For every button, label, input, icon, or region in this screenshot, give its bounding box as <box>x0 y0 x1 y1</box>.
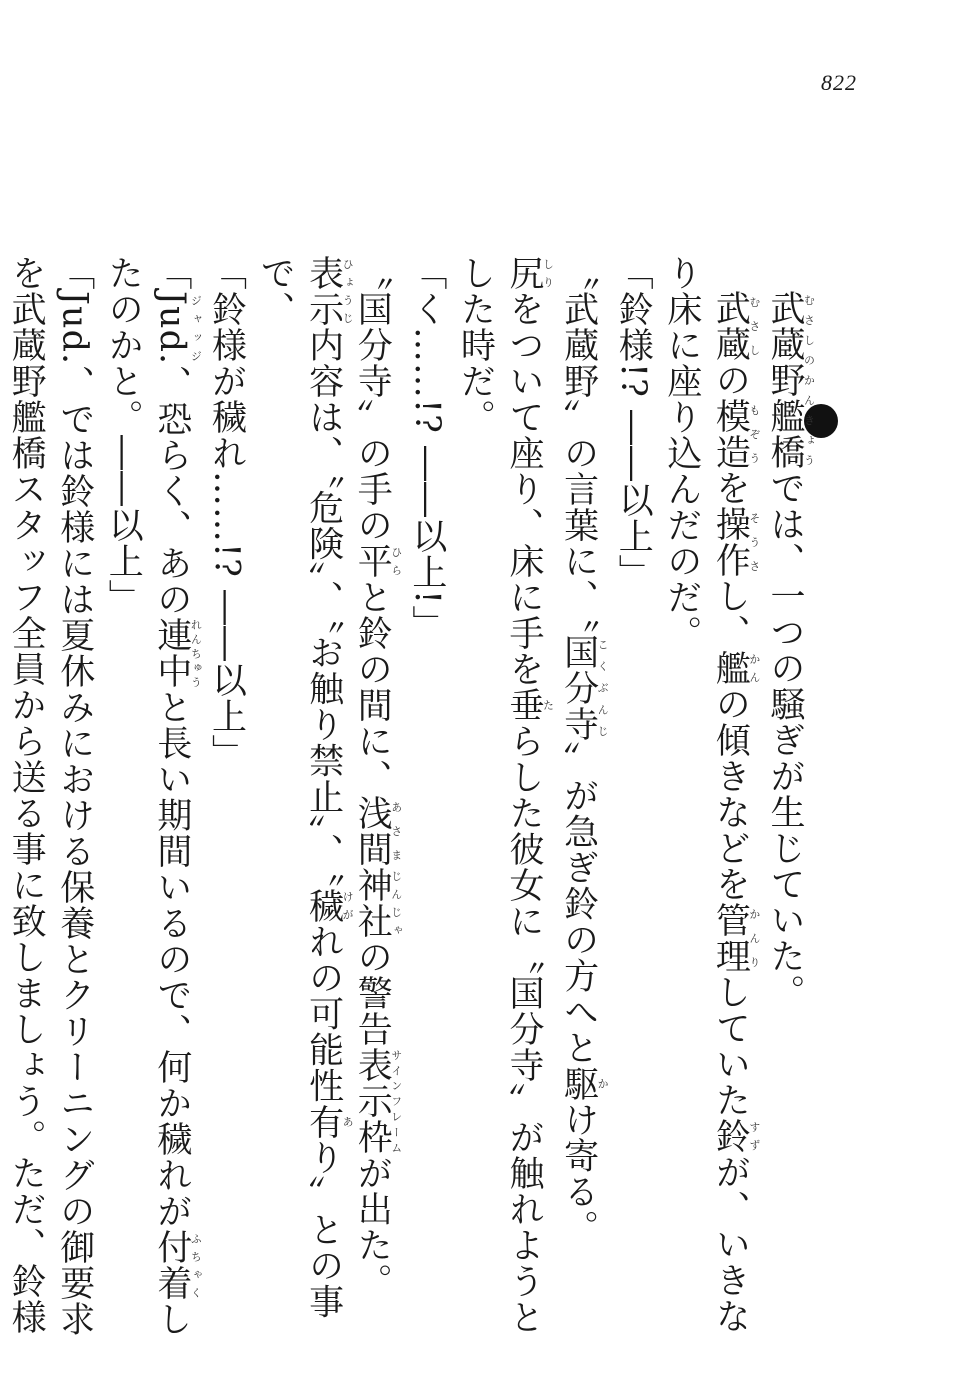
text-run: け寄る。 <box>558 1101 599 1246</box>
text-run: 〟が急ぎ鈴の方へと <box>558 741 599 1066</box>
page-number: 822 <box>821 70 857 95</box>
ruby-annotated-word <box>352 543 403 579</box>
ruby-reading: こくぶんじ <box>596 633 610 742</box>
ruby-annotated-word <box>765 290 816 470</box>
paragraph <box>609 255 658 1340</box>
text-run: 「 <box>151 255 192 291</box>
paragraph <box>657 255 760 1340</box>
ruby-annotated-word <box>558 633 610 742</box>
paragraph <box>451 255 554 1340</box>
text-run: では、一つの騒ぎが生じていた。 <box>765 470 805 1010</box>
ruby-annotated-word <box>151 291 203 366</box>
ruby-base: 連中 <box>151 617 192 690</box>
text-run: と鈴の間に、 <box>352 579 393 795</box>
ruby-annotated-word <box>303 887 355 924</box>
text-run: 「Jud.、では鈴様には夏休みにおける保養とクリーニングの御要求を武蔵野艦橋スタッフ全員から送る事に致しましょう。ただ、鈴様 <box>6 255 95 1338</box>
ruby-reading: か <box>596 1065 610 1102</box>
text-run: 「鈴様が穢れ……!? ――以上」 <box>206 255 247 770</box>
text-run: をついて座り、床に手を <box>504 291 545 687</box>
vertical-text-body <box>0 255 815 1340</box>
ruby-base: 垂 <box>504 687 545 723</box>
paragraph <box>202 255 251 1340</box>
ruby-reading: ひら <box>389 543 403 579</box>
paragraph <box>402 255 451 1340</box>
text-run: したのかと。――以上」 <box>103 255 192 1338</box>
ruby-reading: ひょうじ <box>341 255 355 327</box>
text-run: の <box>710 362 751 398</box>
ruby-reading: そうさ <box>747 506 761 578</box>
ruby-reading: れんちゅう <box>189 617 203 690</box>
paragraph <box>760 255 815 1340</box>
text-run: が、いきなり床に座り込んだのだ。 <box>661 255 751 1334</box>
ruby-base: 国分寺 <box>558 633 599 742</box>
ruby-base: 操作 <box>710 506 751 578</box>
text-run: が出た。 <box>352 1155 393 1299</box>
ruby-reading: じんじゃ <box>389 867 403 939</box>
ruby-base: 穢 <box>303 887 344 924</box>
ruby-reading: かん <box>747 650 761 686</box>
ruby-base: Jud. <box>151 291 192 366</box>
ruby-annotated-word <box>710 650 761 686</box>
text-run: と長い期間いるので、何か穢れが <box>151 689 192 1230</box>
ruby-base: 浅間 <box>352 795 393 867</box>
ruby-base: 鈴 <box>710 1118 751 1154</box>
paragraph <box>99 255 202 1340</box>
ruby-reading: しり <box>541 255 555 291</box>
ruby-annotated-word <box>352 1047 403 1155</box>
ruby-reading: あさま <box>389 795 403 867</box>
ruby-base: 表示枠 <box>352 1047 393 1155</box>
ruby-annotated-word <box>710 506 761 578</box>
ruby-base: 尻 <box>504 255 545 291</box>
ruby-reading: かんり <box>747 902 761 974</box>
text-run: 〝国分寺〟の手の <box>352 255 393 543</box>
ruby-reading: ふちゃく <box>189 1229 203 1302</box>
ruby-base: 表示 <box>303 255 344 327</box>
ruby-base: 武蔵 <box>710 290 751 362</box>
ruby-annotated-word <box>352 867 403 939</box>
ruby-annotated-word <box>303 255 355 327</box>
text-run: り〟との事で、 <box>255 255 344 1320</box>
ruby-annotated-word <box>504 255 555 291</box>
text-run: 「く……!? ――以上!」 <box>406 255 447 642</box>
ruby-annotated-word <box>710 290 761 362</box>
paragraph <box>554 255 609 1340</box>
ruby-reading: けが <box>341 887 355 924</box>
ruby-reading: むさし <box>747 290 761 362</box>
ruby-annotated-word <box>151 1229 203 1302</box>
ruby-annotated-word <box>710 902 761 974</box>
ruby-reading: すず <box>747 1118 761 1154</box>
text-run: の傾きなどを <box>710 686 751 902</box>
ruby-base: 駆 <box>558 1065 599 1102</box>
ruby-annotated-word <box>710 398 761 470</box>
ruby-reading: ジャッジ <box>189 291 203 366</box>
text-run: らした彼女に〝国分寺〟が触れようとした時だ。 <box>455 255 545 1335</box>
ruby-reading: サインフレーム <box>389 1047 403 1155</box>
ruby-annotated-word <box>352 795 403 867</box>
text-run: 内容は、〝危険〟、〝お触り禁止〟、〝 <box>303 327 344 888</box>
ruby-reading: あ <box>341 1103 355 1140</box>
text-run: 、恐らく、あの <box>151 365 192 618</box>
text-run: れの可能性 <box>303 923 344 1104</box>
text-run: の警告 <box>352 939 393 1047</box>
paragraph <box>0 255 99 1340</box>
ruby-reading: た <box>541 687 555 723</box>
ruby-base: 模造 <box>710 398 751 470</box>
ruby-annotated-word <box>710 1118 761 1154</box>
ruby-annotated-word <box>151 617 203 690</box>
text-run: し、 <box>710 578 751 650</box>
ruby-base: 艦 <box>710 650 751 686</box>
ruby-base: 付着 <box>151 1229 192 1302</box>
ruby-reading: もぞう <box>747 398 761 470</box>
ruby-reading: むさしのかんきょう <box>802 290 816 470</box>
ruby-base: 有 <box>303 1103 344 1140</box>
text-run: を <box>710 470 751 506</box>
ruby-annotated-word <box>504 687 555 723</box>
ruby-annotated-word <box>558 1065 610 1102</box>
ruby-base: 管理 <box>710 902 751 974</box>
text-run: 「鈴様!? ――以上」 <box>613 255 654 590</box>
paragraph <box>250 255 402 1340</box>
ruby-annotated-word <box>303 1103 355 1140</box>
ruby-base: 平 <box>352 543 393 579</box>
text-run: 〝武蔵野〟の言葉に、〝 <box>558 255 599 634</box>
text-run: していた <box>710 974 751 1118</box>
ruby-base: 神社 <box>352 867 393 939</box>
ruby-base: 武蔵野艦橋 <box>765 290 805 470</box>
